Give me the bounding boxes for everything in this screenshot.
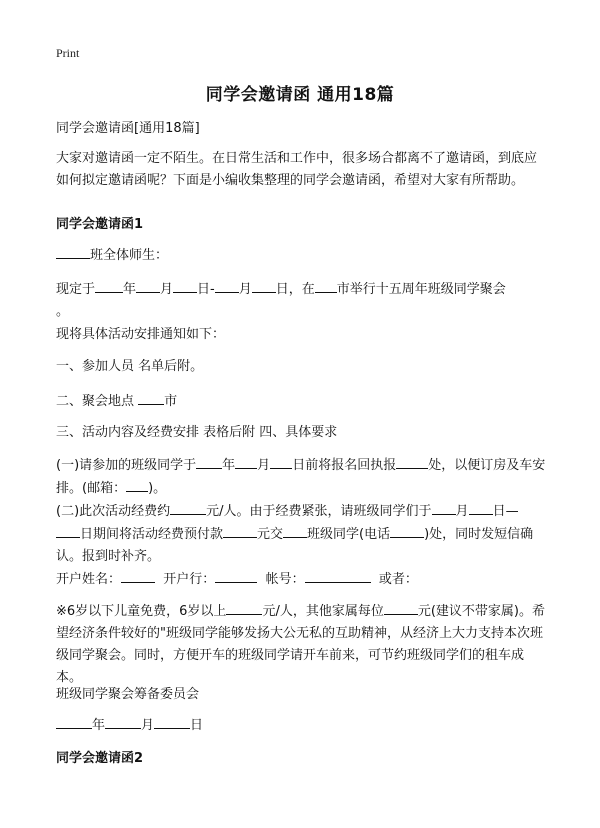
blank-pay-month[interactable] [432,500,456,515]
blank-pay-day-end[interactable] [56,523,80,538]
blank-day-end[interactable] [252,278,276,293]
page-title: 同学会邀请函 通用18篇 [205,85,395,105]
blank-account-name[interactable] [121,568,155,583]
item-3: 三、活动内容及经费安排 表格后附 四、具体要求 [56,425,338,440]
bank-info: 开户姓名： 开户行： 帐号： 或者： [56,568,548,591]
blank-city[interactable] [315,278,337,293]
blank-prepay[interactable] [223,523,257,538]
children-paragraph: ※6岁以下儿童免费，6岁以上 元/人，其他家属每位 元(建议不带家属)。希望经济条件较好的"班级同学能够发扬大公无私的互助精神，从经济上大力支持本次班级同学聚会。同时，方便开车的班级同学请开车前来，可节约班级同学们的租车成本。 [56,600,548,689]
blank-fee[interactable] [170,500,206,515]
blank-child-fee[interactable] [226,600,262,615]
blank-year[interactable] [95,278,123,293]
blank-account-number[interactable] [305,568,371,583]
blank-day-start[interactable] [173,278,197,293]
signature-date: 年 月 日 [56,714,548,737]
blank-email[interactable] [126,477,148,492]
subtitle: 同学会邀请函[通用18篇] [56,121,200,136]
requirement-2: (二)此次活动经费约 元/人。由于经费紧张，请班级同学们于 月 日— 日期间将活动经费预付款 元交 班级同学(电话 )处，同时发短信确认。报到时补齐。 [56,500,548,568]
blank-bank[interactable] [215,568,257,583]
blank-month-end[interactable] [215,278,239,293]
item-1: 一、参加人员 名单后附。 [56,359,204,374]
blank-reg-year[interactable] [196,454,222,469]
blank-venue[interactable] [138,390,164,405]
blank-month-start[interactable] [136,278,160,293]
date-place-paragraph: 现定于 年 月 日- 月 日，在 市举行十五周年班级同学聚会 。 [56,278,548,323]
section-heading-2: 同学会邀请函2 [56,751,144,766]
blank-family-fee[interactable] [384,600,418,615]
item-2: 二、聚会地点 市 [56,390,548,413]
blank-sign-month[interactable] [105,714,141,729]
blank-sign-year[interactable] [56,714,92,729]
blank-sign-day[interactable] [154,714,190,729]
requirement-1: (一)请参加的班级同学于 年 月 日前将报名回执报 处，以便订房及车安排。(邮箱： )。 [56,454,548,500]
print-label: Print [56,46,80,60]
committee-signature: 班级同学聚会筹备委员会 [56,687,200,702]
intro-paragraph: 大家对邀请函一定不陌生。在日常生活和工作中，很多场合都离不了邀请函，到底应如何拟定邀请函呢？下面是小编收集整理的同学会邀请函，希望对大家有所帮助。 [56,151,538,188]
section-heading-1: 同学会邀请函1 [56,217,144,232]
blank-payee[interactable] [283,523,307,538]
blank-reg-month[interactable] [235,454,257,469]
blank-phone[interactable] [390,523,424,538]
salutation: 班全体师生： [56,244,548,267]
blank-class[interactable] [56,244,90,259]
blank-reg-day[interactable] [270,454,292,469]
blank-reg-contact[interactable] [396,454,428,469]
notice-line: 现将具体活动安排通知如下： [56,327,226,342]
blank-pay-day-start[interactable] [469,500,493,515]
